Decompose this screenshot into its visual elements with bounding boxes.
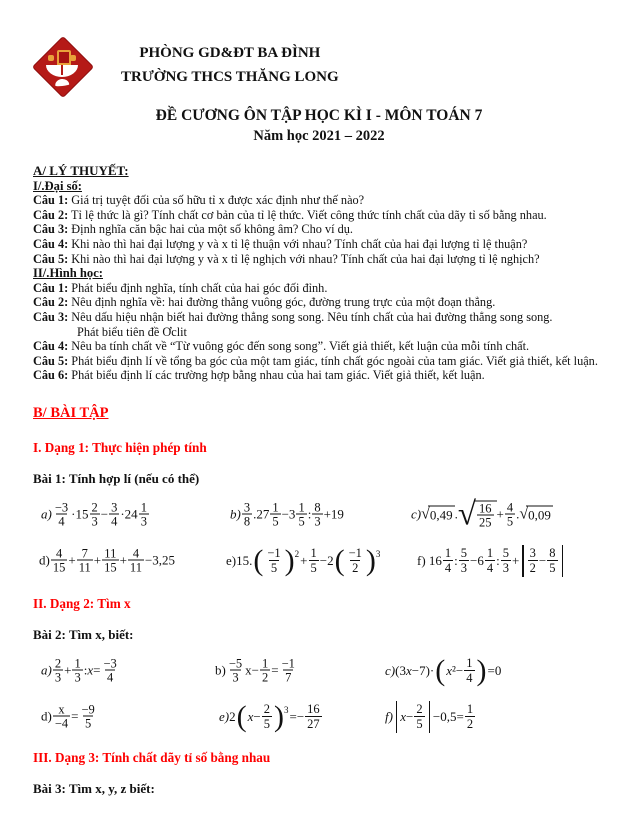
exercise-section-3 — [33, 750, 605, 797]
formula-row — [33, 492, 605, 538]
formula-1a: a) $\frac{-3}{4}$ ·15 $\frac{2}{3}$ − $\frac{3}{4}$ ·24 $\frac{1}{3}$ — [41, 500, 147, 529]
question-label: Câu 5: — [33, 251, 69, 266]
formula-2f: f) x − $\frac{2}{5}$ −0,5= $\frac{1}{2}$ — [385, 702, 474, 731]
question-text: Khi nào thì hai đại lượng y và x tỉ lệ thuận với nhau? Tính chất của hai đại lượng tỉ lệ thuận? — [71, 236, 528, 251]
question-text: Nêu ba tính chất về “Từ vuông góc đến song song”. Viết giả thiết, kết luận của mỗi tính chất. — [71, 339, 530, 354]
geometry-question-6 — [33, 368, 605, 383]
question-label: Câu 3: — [33, 309, 69, 324]
question-label: Câu 2: — [33, 295, 69, 310]
question-text: Định nghĩa căn bậc hai của một số không âm? Cho ví dụ. — [71, 222, 354, 237]
logo-ornament-left — [48, 55, 54, 61]
formula-2a: a) $\frac{2}{3}$ + $\frac{1}{3}$ : x = $\frac{-3}{4}$ — [41, 656, 117, 685]
question-label: Câu 4: — [33, 339, 69, 354]
question-label: Câu 4: — [33, 236, 69, 251]
formula-1e: e)15. ( $\frac{-1}{5}$ ) 2 + $\frac{1}{5}$ −2 ( $\frac{-1}{2}$ ) 3 — [226, 543, 381, 577]
theory-section — [33, 164, 605, 383]
algebra-question-1 — [33, 193, 605, 208]
formula-1b: b) $\frac{3}{8}$ .27 $\frac{1}{5}$ −3 $\frac{1}{5}$ : $\frac{8}{3}$ +19 — [230, 500, 344, 529]
question-text: Nêu định nghĩa về: hai đường thẳng vuông góc, đường trung trực của một đoạn thẳng. — [71, 295, 496, 310]
formula-2c: c) (3 x −7)· ( x ²− $\frac{1}{4}$ ) =0 — [385, 653, 502, 687]
formula-row — [33, 648, 605, 694]
question-text: Nêu dấu hiệu nhận biết hai đường thẳng song song. Nêu tính chất của hai đường thẳng song song. — [71, 309, 553, 324]
formula-2d: d) $\frac{x}{-4}$ = $\frac{-9}{5}$ — [41, 702, 95, 731]
exercise-3-title: Bài 3: Tìm x, y, z biết: — [33, 780, 155, 796]
geometry-question-1 — [33, 281, 605, 296]
document-title: ĐỀ CƯƠNG ÔN TẬP HỌC KÌ I - MÔN TOÁN 7 — [155, 107, 483, 124]
question-text: Phát biểu định lí các trường hợp bằng nhau của hai tam giác. Viết giả thiết, kết luận. — [71, 368, 485, 383]
exercise-section-1 — [33, 440, 605, 584]
question-label: Câu 1: — [33, 280, 69, 295]
question-text: Tỉ lệ thức là gì? Tính chất cơ bản của tỉ lệ thức. Viết công thức tính chất của dãy tỉ số bằng nhau. — [71, 207, 547, 222]
theory-heading: A/ LÝ THUYẾT: — [33, 163, 129, 178]
algebra-question-5 — [33, 252, 605, 267]
question-text: Giá trị tuyệt đối của số hữu tỉ x được xác định như thế nào? — [71, 193, 365, 208]
org-department: PHÒNG GD&ĐT BA ĐÌNH — [139, 45, 321, 61]
algebra-heading: I/.Đại số: — [33, 178, 82, 193]
question-label: Câu 2: — [33, 207, 69, 222]
section-1-heading: I. Dạng 1: Thực hiện phép tính — [33, 439, 207, 455]
exercise-1-title: Bài 1: Tính hợp lí (nếu có thể) — [33, 470, 200, 486]
school-year: Năm học 2021 – 2022 — [253, 128, 385, 144]
formula-2e: e) 2 ( x − $\frac{2}{5}$ ) 3 =− $\frac{16}{27}$ — [219, 699, 320, 733]
formula-1d: d) $\frac{4}{15}$ + $\frac{7}{11}$ + $\frac{11}{15}$ + $\frac{4}{11}$ −3,25 — [39, 546, 176, 575]
exercises-heading: B/ BÀI TẬP — [33, 404, 109, 421]
question-label: Câu 6: — [33, 368, 69, 383]
algebra-question-3 — [33, 222, 605, 237]
logo-tower-icon — [57, 50, 71, 65]
question-text: Phát biểu định nghĩa, tính chất của hai góc đối đỉnh. — [71, 280, 328, 295]
school-crest-icon — [33, 37, 91, 95]
question-text: Phát biểu định lí về tổng ba góc của một tam giác, tính chất góc ngoài của tam giác. Viết giả thiết, kết luận. — [71, 353, 598, 368]
logo-book-spine — [61, 65, 63, 75]
question-text-line2: Phát biểu tiên đề Ơclit — [77, 324, 187, 339]
exercise-2-title: Bài 2: Tìm x, biết: — [33, 626, 134, 642]
algebra-question-2 — [33, 208, 605, 223]
formula-1c: c) √ 0,49 . √ $\frac{16}{25}$ + $\frac{4}{5}$ . √ 0,09 — [411, 496, 551, 533]
section-3-heading: III. Dạng 3: Tính chất dãy tỉ số bằng nhau — [33, 749, 271, 765]
geometry-heading: II/.Hình học: — [33, 266, 103, 281]
geometry-question-4 — [33, 339, 605, 354]
section-2-heading: II. Dạng 2: Tìm x — [33, 595, 131, 611]
document-header — [33, 36, 605, 95]
exercise-section-2 — [33, 596, 605, 740]
question-label: Câu 5: — [33, 353, 69, 368]
geometry-question-5 — [33, 354, 605, 369]
question-label: Câu 1: — [33, 193, 69, 208]
geometry-question-3 — [33, 310, 605, 339]
org-names — [121, 36, 339, 89]
algebra-question-4 — [33, 237, 605, 252]
formula-row — [33, 538, 605, 584]
org-school: TRƯỜNG THCS THĂNG LONG — [121, 69, 339, 85]
formula-1f: f) 16 $\frac{1}{4}$ : $\frac{5}{3}$ −6 $\frac{1}{4}$ : $\frac{5}{3}$ + $\frac{3}{2}$ − $\frac{8}{5}$ — [417, 545, 566, 577]
geometry-question-2 — [33, 295, 605, 310]
formula-row — [33, 694, 605, 740]
question-text: Khi nào thì hai đại lượng y và x tỉ lệ nghịch với nhau? Tính chất của hai đại lượng tỉ lệ nghịch? — [71, 251, 540, 266]
question-label: Câu 3: — [33, 222, 69, 237]
formula-2b: b) $\frac{-5}{3}$ x− $\frac{1}{2}$ = $\frac{-1}{7}$ — [215, 656, 295, 685]
